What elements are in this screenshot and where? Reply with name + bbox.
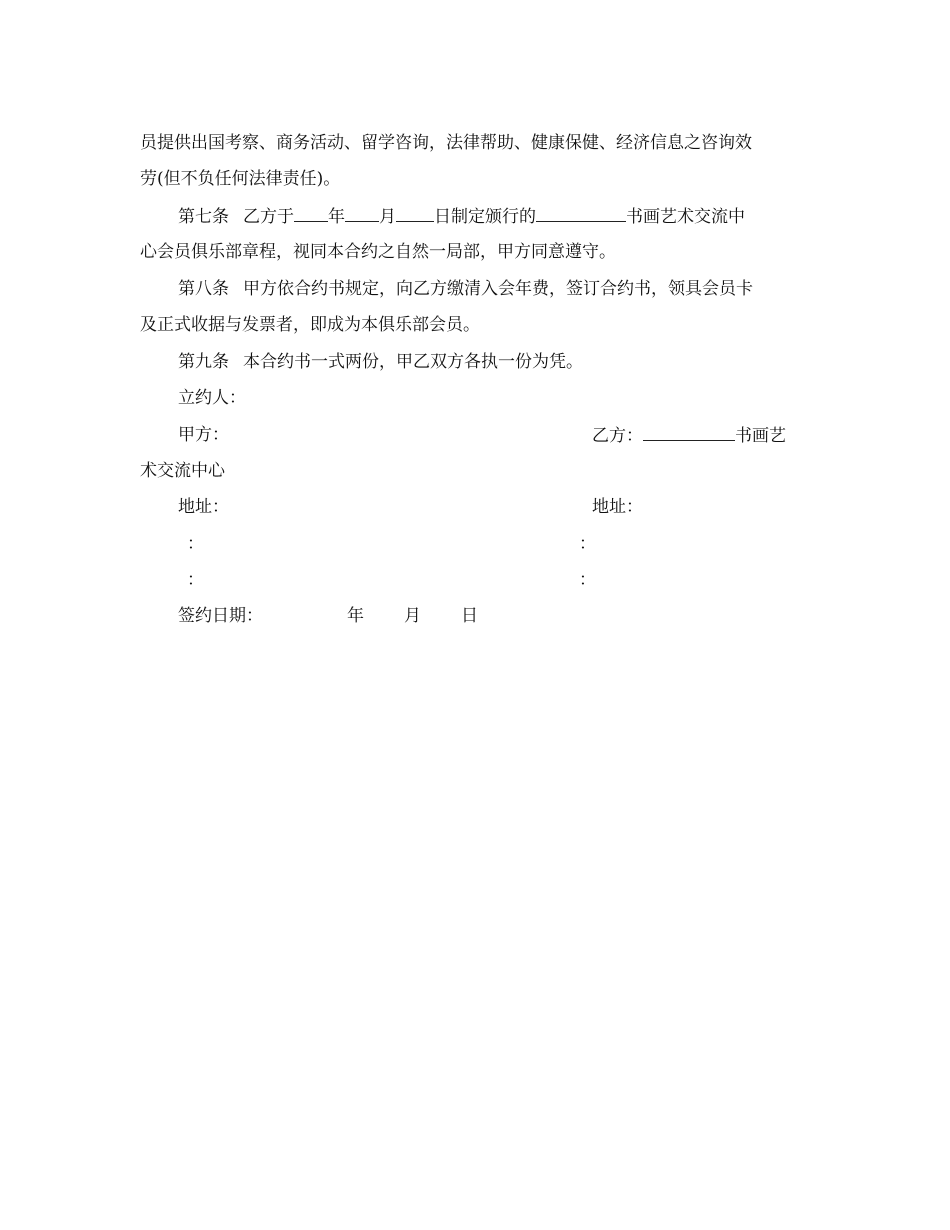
article-9-text: 本合约书一式两份，甲乙双方各执一份为凭。: [243, 352, 583, 372]
month-blank: [345, 206, 379, 222]
party-a-field-colon-2: ：: [187, 570, 204, 590]
signing-date-label: 签约日期：: [178, 606, 263, 626]
party-a-address-label: 地址：: [178, 497, 229, 517]
party-b-address-label: 地址：: [592, 497, 643, 517]
party-a-label: 甲方：: [178, 425, 229, 445]
article-7-text-3: 书画艺术交流中: [626, 207, 745, 227]
party-b-name-continuation: 术交流中心: [140, 461, 225, 481]
signing-date-day: 日: [461, 606, 478, 626]
article-8-text-1: 甲方依合约书规定，向乙方缴清入会年费，签订合约书，领具会员卡: [243, 279, 753, 299]
parties-label: 立约人：: [178, 388, 246, 408]
signing-date-line: [178, 606, 478, 626]
party-b-label: 乙方：: [592, 426, 643, 446]
article-8-line-2: 及正式收据与发票者，即成为本俱乐部会员。: [140, 315, 480, 335]
center-name-blank: [536, 206, 626, 222]
article-7-line-2: 心会员俱乐部章程，视同本合约之自然一局部，甲方同意遵守。: [140, 242, 616, 262]
article-6-continuation-line-2: 劳(但不负任何法律责任)。: [140, 169, 341, 189]
article-7-line-1: [178, 206, 745, 227]
party-a-field-colon-1: ：: [187, 534, 204, 554]
article-8-line-1: [178, 279, 753, 299]
signing-date-month: 月: [404, 606, 421, 626]
article-7-label: 第七条: [178, 207, 229, 227]
signing-date-year: 年: [347, 606, 364, 626]
article-7-month: 月: [379, 207, 396, 227]
party-b-line: [592, 425, 786, 446]
article-6-continuation-line-1: 员提供出国考察、商务活动、留学咨询，法律帮助、健康保健、经济信息之咨询效: [140, 133, 752, 153]
party-b-field-colon-1: ：: [579, 534, 596, 554]
article-7-year: 年: [328, 207, 345, 227]
article-8-label: 第八条: [178, 279, 229, 299]
year-blank: [294, 206, 328, 222]
party-b-field-colon-2: ：: [579, 570, 596, 590]
article-9-line: [178, 352, 583, 372]
article-9-label: 第九条: [178, 352, 229, 372]
party-b-name-suffix: 书画艺: [735, 426, 786, 446]
article-7-text-2: 日制定颁行的: [434, 207, 536, 227]
article-7-text-1: 乙方于: [243, 207, 294, 227]
party-b-name-blank: [643, 425, 735, 441]
day-blank: [396, 206, 434, 222]
